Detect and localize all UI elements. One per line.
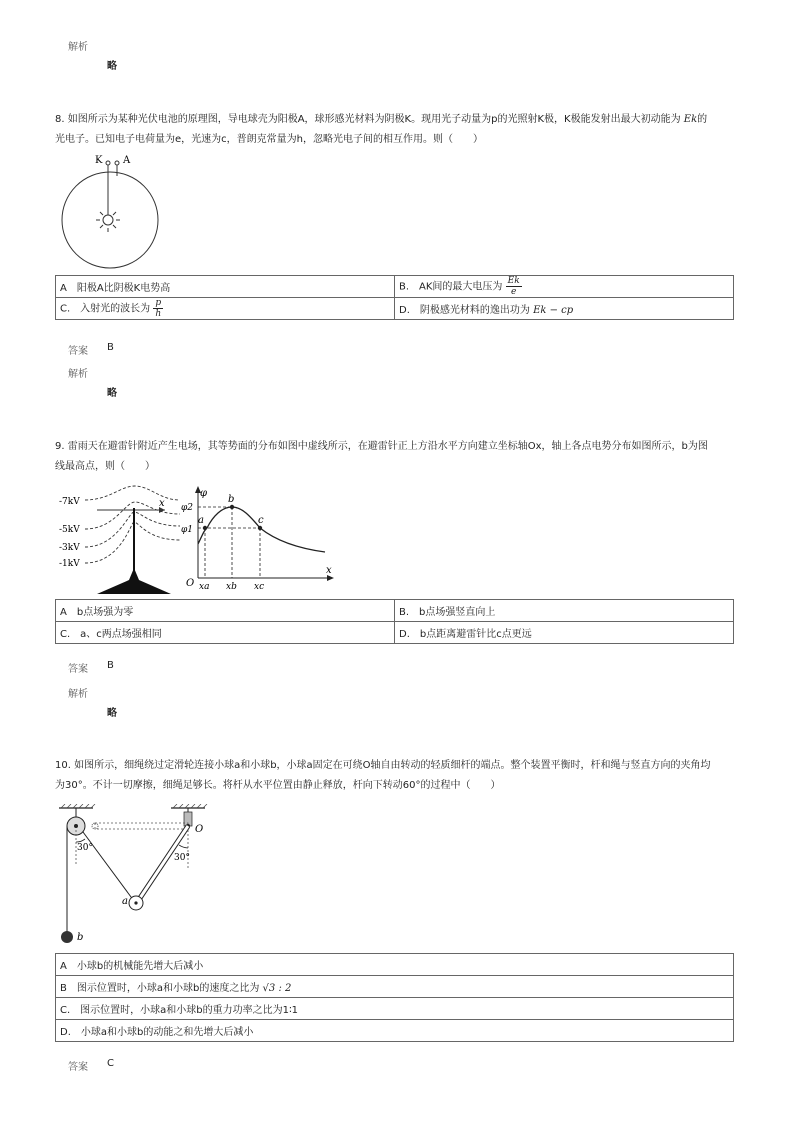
q9-stem-line2: 线最高点，则（ ） (55, 461, 155, 472)
q10-answer: C (107, 1058, 114, 1069)
q9-potential-graph (180, 482, 338, 592)
q9-options-table (55, 599, 734, 644)
q8-option-b[interactable]: B. AK间的最大电压为 $\frac{Ek}{e}$ (395, 276, 734, 298)
q10-answer-label: 答案 (68, 1062, 88, 1073)
analysis-text: 略 (107, 61, 117, 72)
q9-option-d[interactable]: D. b点距离避雷针比c点更远 (395, 622, 734, 644)
q10-option-c[interactable]: C. 图示位置时，小球a和小球b的重力功率之比为1∶1 (56, 998, 734, 1020)
q10-stem-line2: 为30°。不计一切摩擦，细绳足够长。将杆从水平位置由静止释放，杆向下转动60°的过程中（ ） (55, 780, 501, 791)
q9-point-c: c (258, 515, 264, 526)
q9-level-1kv: -1kV (59, 559, 80, 569)
q8-analysis-text: 略 (107, 388, 117, 399)
q8-option-a[interactable]: A 阳极A比阴极K电势高 (56, 276, 395, 298)
q8-photocell-figure (55, 150, 170, 275)
q10-options-table (55, 953, 734, 1042)
q8-ek-symbol: Ek (683, 114, 698, 125)
q9-axis-x-right: x (326, 565, 332, 576)
q9-tick-xa: xa (199, 582, 210, 592)
q9-point-b: b (228, 494, 235, 505)
q9-phi1: φ1 (181, 525, 194, 535)
q8-answer: B (107, 342, 114, 353)
q10-option-b[interactable]: B 图示位置时，小球a和小球b的速度之比为 √3 : 2 (56, 976, 734, 998)
q9-option-b[interactable]: B. b点场强竖直向上 (395, 600, 734, 622)
q9-analysis-label: 解析 (68, 689, 88, 700)
q9-level-5kv: -5kV (59, 525, 80, 535)
q9-level-7kv: -7kV (59, 497, 80, 507)
q10-stem-line1: 10. 如图所示，细绳绕过定滑轮连接小球a和小球b，小球a固定在可绕O轴自由转动的轻质细杆的端点。整个装置平衡时，杆和绳与竖直方向的夹角均 (55, 760, 711, 771)
q9-point-a: a (198, 515, 204, 526)
q10-label-a: a (122, 896, 128, 907)
q10-angle-right: 30° (174, 853, 190, 863)
q9-answer: B (107, 660, 114, 671)
q8-answer-label: 答案 (68, 346, 88, 357)
q8-option-c-fraction: $\frac{p}{h}$ (155, 298, 162, 319)
q8-options-table (55, 275, 734, 320)
q10-option-a[interactable]: A 小球b的机械能先增大后减小 (56, 954, 734, 976)
q9-level-3kv: -3kV (59, 543, 80, 553)
q9-origin: O (186, 578, 195, 589)
q8-stem-line1: 8. 如图所示为某种光伏电池的原理图，导电球壳为阳极A，球形感光材料为阴极K。现用光子动量为p的光照射K极，K极能发射出最大初动能为 Ek的 (55, 114, 708, 125)
q8-label-a: A (123, 155, 131, 166)
q8-option-d[interactable]: D. 阴极感光材料的逸出功为 Ek − cp (395, 298, 734, 320)
q10-label-b: b (77, 932, 84, 943)
q9-equipotential-figure (55, 484, 180, 596)
q9-answer-label: 答案 (68, 664, 88, 675)
q8-stem-line2: 光电子。已知电子电荷量为e，光速为c，普朗克常量为h，忽略光电子间的相互作用。则（ ） (55, 134, 483, 145)
q10-angle-left: 30° (77, 843, 93, 853)
q8-option-b-fraction: $\frac{Ek}{e}$ (507, 276, 520, 297)
q10-pulley-figure (55, 804, 220, 950)
q8-label-k: K (95, 155, 103, 166)
q9-tick-xc: xc (254, 582, 265, 592)
q9-phi2: φ2 (181, 503, 194, 513)
q10-label-o: O (195, 824, 204, 835)
analysis-label: 解析 (68, 42, 88, 53)
q9-axis-phi: φ (200, 488, 208, 499)
q9-stem-line1: 9. 雷雨天在避雷针附近产生电场，其等势面的分布如图中虚线所示，在避雷针正上方沿水平方向建立坐标轴Ox，轴上各点电势分布如图所示，b为图 (55, 441, 708, 452)
q9-tick-xb: xb (226, 582, 237, 592)
q10-option-d[interactable]: D. 小球a和小球b的动能之和先增大后减小 (56, 1020, 734, 1042)
q9-option-c[interactable]: C. a、c两点场强相同 (56, 622, 395, 644)
q8-analysis-label: 解析 (68, 369, 88, 380)
q9-analysis-text: 略 (107, 708, 117, 719)
q8-option-c[interactable]: C. 入射光的波长为 $\frac{p}{h}$ (56, 298, 395, 320)
q9-option-a[interactable]: A b点场强为零 (56, 600, 395, 622)
q9-axis-x: x (159, 498, 165, 509)
